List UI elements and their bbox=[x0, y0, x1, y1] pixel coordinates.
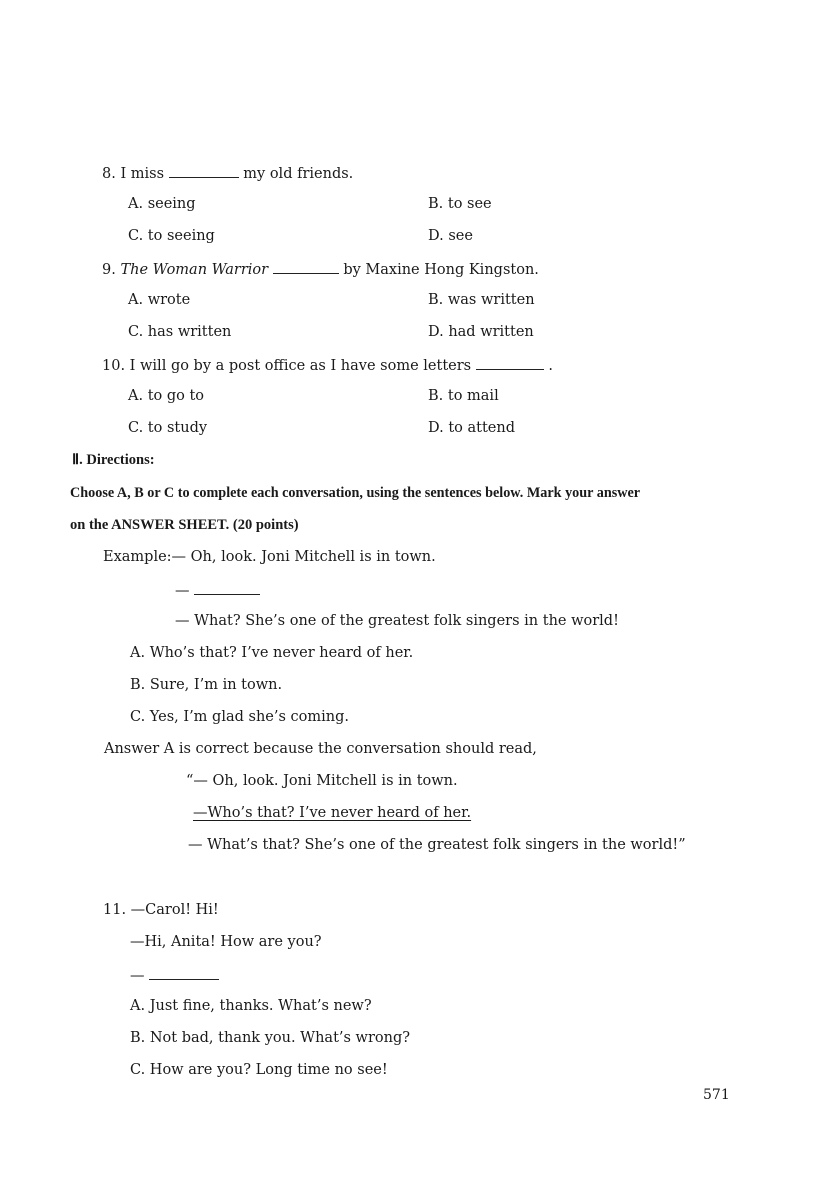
q9-book-title: The Woman Warrior bbox=[120, 262, 269, 278]
section-instructions-line2: on the ANSWER SHEET. (20 points) bbox=[70, 517, 299, 533]
q8-option-d: D. see bbox=[428, 228, 473, 244]
q8-stem bbox=[102, 163, 353, 183]
q9-blank bbox=[273, 259, 339, 274]
example-blank bbox=[194, 580, 260, 595]
section-heading: Ⅱ. Directions: bbox=[72, 452, 155, 468]
page-number: 571 bbox=[703, 1087, 730, 1103]
q8-stem-end: my old friends. bbox=[238, 166, 354, 182]
q8-blank bbox=[169, 163, 239, 178]
q11-blank-line bbox=[130, 965, 219, 985]
q10-blank bbox=[476, 355, 544, 370]
q9-option-d: D. had written bbox=[428, 324, 534, 340]
q11-dash: — bbox=[130, 968, 145, 984]
q10-option-c: C. to study bbox=[128, 420, 208, 436]
q10-stem-end: . bbox=[543, 358, 553, 374]
q9-number: 9. bbox=[102, 262, 121, 278]
q11-line2: —Hi, Anita! How are you? bbox=[130, 934, 322, 950]
q8-option-b: B. to see bbox=[428, 196, 492, 212]
example-option-b: B. Sure, I’m in town. bbox=[130, 677, 283, 693]
q10-stem bbox=[102, 355, 553, 375]
example-answer: Answer A is correct because the conversation should read, bbox=[104, 741, 537, 757]
q9-stem bbox=[102, 259, 539, 279]
example-dash: — bbox=[175, 583, 190, 599]
example-option-a: A. Who’s that? I’ve never heard of her. bbox=[130, 645, 414, 661]
q8-option-a: A. seeing bbox=[128, 196, 196, 212]
q11-option-b: B. Not bad, thank you. What’s wrong? bbox=[130, 1030, 411, 1046]
example-reading-2: —Who’s that? I’ve never heard of her. bbox=[193, 805, 472, 821]
q10-option-b: B. to mail bbox=[428, 388, 499, 404]
q11-option-c: C. How are you? Long time no see! bbox=[130, 1062, 388, 1078]
example-line1: Example:— Oh, look. Joni Mitchell is in town. bbox=[103, 549, 436, 565]
q10-option-a: A. to go to bbox=[128, 388, 205, 404]
q10-stem-text: 10. I will go by a post office as I have some letters bbox=[102, 358, 476, 374]
example-option-c: C. Yes, I’m glad she’s coming. bbox=[130, 709, 349, 725]
q11-blank bbox=[149, 965, 219, 980]
q9-stem-end: by Maxine Hong Kingston. bbox=[338, 262, 539, 278]
example-reading-3: — What’s that? She’s one of the greatest folk singers in the world!” bbox=[188, 837, 686, 853]
q8-stem-text: 8. I miss bbox=[102, 166, 169, 182]
q11-line1: 11. —Carol! Hi! bbox=[103, 902, 219, 918]
q9-option-b: B. was written bbox=[428, 292, 535, 308]
section-instructions-line1: Choose A, B or C to complete each conversation, using the sentences below. Mark your answer bbox=[70, 485, 641, 501]
q11-option-a: A. Just fine, thanks. What’s new? bbox=[130, 998, 372, 1014]
example-blank-line bbox=[175, 580, 260, 600]
example-reading-1: “— Oh, look. Joni Mitchell is in town. bbox=[186, 773, 458, 789]
q9-option-a: A. wrote bbox=[128, 292, 191, 308]
q10-option-d: D. to attend bbox=[428, 420, 515, 436]
q9-option-c: C. has written bbox=[128, 324, 232, 340]
example-line3: — What? She’s one of the greatest folk singers in the world! bbox=[175, 613, 619, 629]
q8-option-c: C. to seeing bbox=[128, 228, 215, 244]
